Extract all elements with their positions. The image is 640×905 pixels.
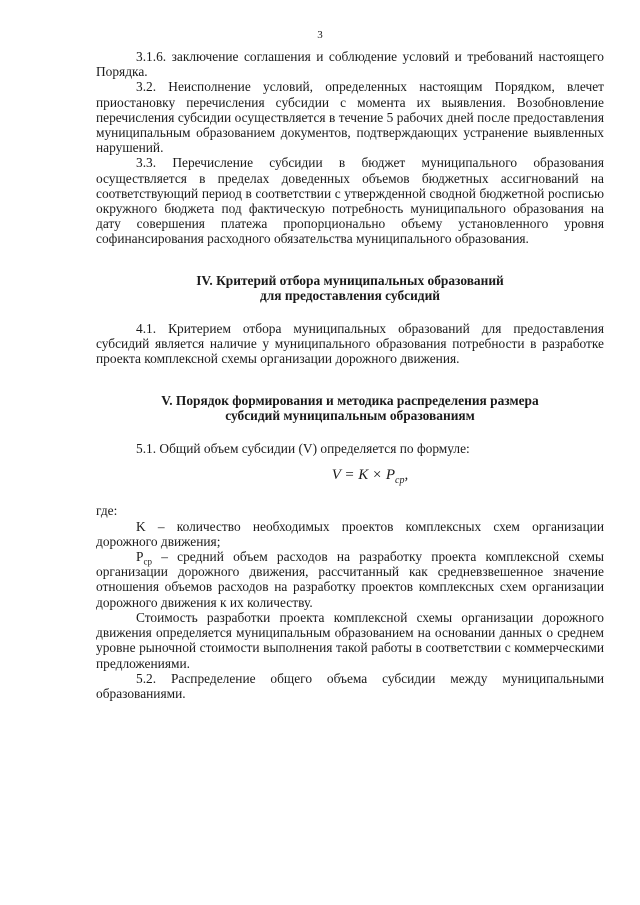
formula-main: V = K × P: [331, 467, 396, 484]
p-definition-text: – средний объем расходов на разработку проекта комплексной схемы организации дорожного движения, рассчитанный как средневзвешенное значение отношения объемов расходов на разработку проектов комплексных схем организации дорожного движения к их количеству.: [96, 549, 604, 610]
cost-definition: Стоимость разработки проекта комплексной схемы организации дорожного движения определяется муниципальным образованием на основании данных о среднем уровне рыночной стоимости выполнения такой работы в соответствии с коммерческими предложениями.: [96, 609, 604, 671]
section-4-heading-line1: IV. Критерий отбора муниципальных образований: [196, 272, 504, 288]
document-body: [96, 49, 604, 701]
paragraph-4-1: 4.1. Критерием отбора муниципальных образований для предоставления субсидий является наличие у муниципального образования потребности в разработке проекта комплексной схемы организации дорожного движения.: [96, 321, 604, 367]
paragraph-5-2: 5.2. Распределение общего объема субсидии между муниципальными образованиями.: [96, 670, 604, 701]
section-4-heading: [96, 273, 604, 303]
section-5-heading-line1: V. Порядок формирования и методика распределения размера: [161, 392, 539, 408]
page-number: 3: [317, 29, 323, 41]
where-label: где:: [96, 503, 118, 519]
paragraph-3-2: 3.2. Неисполнение условий, определенных настоящим Порядком, влечет приостановку перечисления субсидии с момента их выявления. Возобновление перечисления субсидии осуществляется в течение 5 рабочих дней после предоставления муниципальным образованием документов, подтверждающих устранение выявленных нарушений.: [96, 79, 604, 156]
formula-tail: ,: [404, 467, 409, 484]
paragraph-3-1-6: 3.1.6. заключение соглашения и соблюдение условий и требований настоящего Порядка.: [96, 49, 604, 80]
section-4-heading-line2: для предоставления субсидий: [259, 287, 441, 303]
k-definition: K – количество необходимых проектов комплексных схем организации дорожного движения;: [96, 518, 604, 549]
paragraph-3-3: 3.3. Перечисление субсидии в бюджет муниципального образования осуществляется в пределах доведенных объемов бюджетных ассигнований на соответствующий период в соответствии с утвержденной сводной бюджетной росписью окружного бюджета под фактическую потребность муниципального образования на дату совершения платежа пропорционально объему установленного уровня софинансирования расходного обязательства муниципального образования.: [96, 155, 604, 247]
paragraph-5-1: 5.1. Общий объем субсидии (V) определяется по формуле:: [136, 441, 470, 457]
p-definition: [96, 549, 604, 610]
formula-subscript: ср: [395, 475, 405, 487]
formula: [136, 467, 604, 487]
section-5-heading-line2: субсидий муниципальным образованиям: [225, 407, 475, 423]
p-subscript: ср: [143, 556, 152, 567]
p-symbol: P: [136, 549, 144, 565]
section-5-heading: [96, 393, 604, 423]
